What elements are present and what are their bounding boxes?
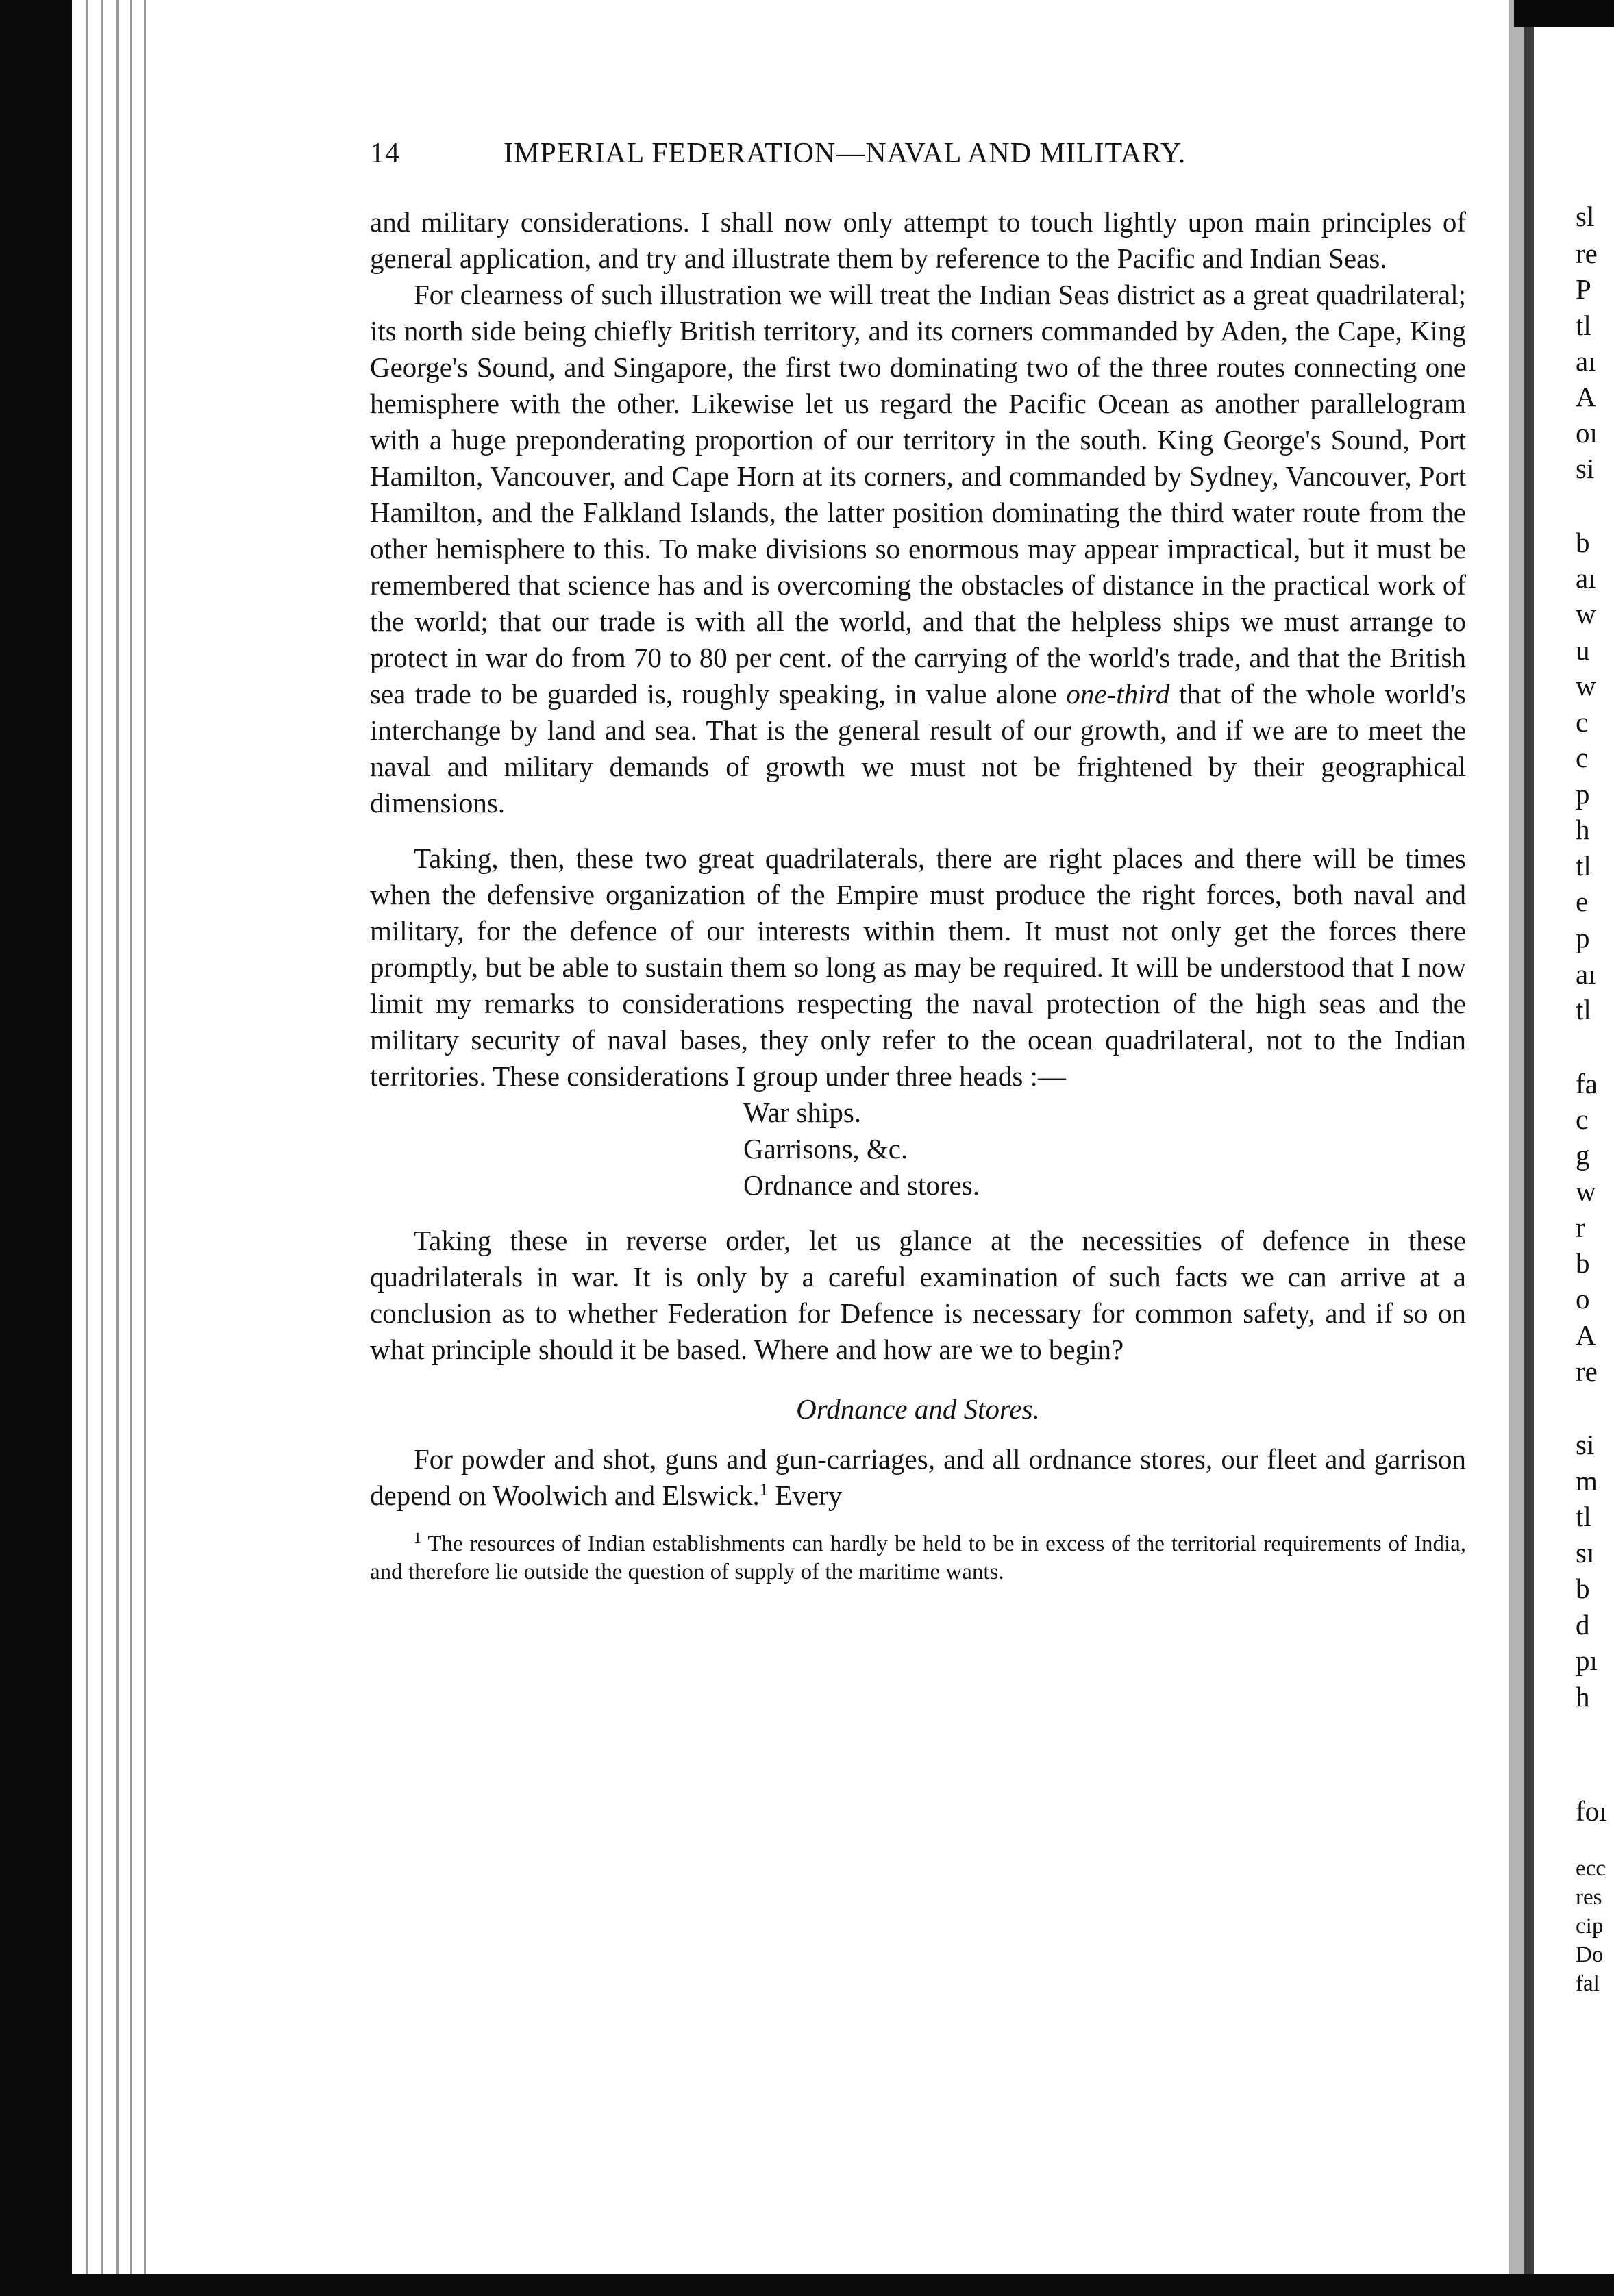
heads-list [743,1095,1466,1203]
paragraph-text: For powder and shot, guns and gun-carriages, and all ordnance stores, our fleet and garrison depend on Woolwich and Elswick. [370,1443,1466,1511]
footnote [370,1530,1466,1586]
facing-fragment: pı [1576,1645,1598,1676]
emphasis-text: one-third [1066,678,1170,710]
facing-fragment: b [1576,1247,1590,1279]
facing-fragment: re [1576,1356,1598,1387]
scanner-edge-left [0,0,72,2296]
facing-fragment: res [1576,1885,1602,1910]
facing-fragment: cip [1576,1914,1604,1938]
facing-fragment: aı [1576,562,1596,594]
page-stack-edge [86,0,88,2296]
facing-fragment: b [1576,527,1590,558]
facing-fragment: sl [1576,201,1595,232]
page-stack-edge [144,0,146,2296]
book-page [370,137,1466,1586]
facing-fragment: w [1576,1175,1596,1207]
facing-fragment: re [1576,238,1598,269]
facing-fragment: d [1576,1609,1590,1640]
facing-fragment: si [1576,453,1595,484]
facing-fragment: m [1576,1465,1598,1497]
facing-fragment: aı [1576,345,1596,377]
facing-fragment: tl [1576,850,1591,882]
facing-fragment: si [1576,1429,1595,1460]
facing-fragment: h [1576,814,1590,845]
section-heading: Ordnance and Stores. [796,1393,1040,1425]
facing-fragment: tl [1576,994,1591,1025]
facing-fragment: P [1576,273,1591,305]
facing-fragment: c [1576,1103,1589,1135]
facing-fragment: c [1576,742,1589,773]
facing-page-fragments [1576,0,1614,2296]
facing-fragment: sı [1576,1537,1595,1569]
page-stack-edge [101,0,103,2296]
facing-fragment: b [1576,1573,1590,1604]
page-number: 14 [370,138,400,169]
facing-fragment: aı [1576,958,1596,990]
paragraph-quadrilaterals [370,277,1466,821]
paragraph-ordnance [370,1441,1466,1514]
paragraph-text-end: that of the whole world's interchange by land and sea. That is the general result of our growth, and if we are to meet the naval and military demands of growth we must not be frightened by their geographical dimensions. [370,678,1467,819]
facing-fragment: e [1576,886,1589,917]
facing-fragment: fa [1576,1068,1598,1099]
footnote-text: The resources of Indian establishments can hardly be held to be in excess of the territorial requirements of India, and therefore lie outside the question of supply of the maritime wants. [370,1532,1467,1584]
paragraph-text: For clearness of such illustration we will treat the Indian Seas district as a great quadrilateral; its north side being chiefly British territory, and its corners commanded by Aden, the Cape, King George's Sound, and Singapore, the first two dominating two of the three routes connecting one hemisphere with the other. Likewise let us regard the Pacific Ocean as another parallelogram with a huge preponderating proportion of our territory in the south. King George's Sound, Port Hamilton, Vancouver, and Cape Horn at its corners, and commanded by Sydney, Vancouver, Port Hamilton, and the Falkland Islands, the latter position dominating the third water route from the other hemisphere to this. To make divisions so enormous may appear impractical, but it must be remembered that science has and is overcoming the obstacles of distance in the practical work of the world; that our trade is with all the world, and that the helpless ships we must arrange to protect in war do from 70 to 80 per cent. of the carrying of the world's trade, and that the British sea trade to be guarded is, roughly speaking, in value alone [370,279,1466,710]
facing-fragment: tl [1576,310,1591,341]
facing-fragment: Do [1576,1943,1604,1967]
facing-fragment: p [1576,778,1590,810]
footnote-reference: 1 [759,1480,769,1499]
running-head [370,137,1466,174]
facing-fragment: w [1576,670,1596,701]
paragraph-reverse-order: Taking these in reverse order, let us glance at the necessities of defence in these quadrilaterals in war. It is only by a careful examination of such facts we can arrive at a conclusion as to whether Federation for Defence is necessary for common safety, and if so on what principle should it be based. Where and how are we to begin? [370,1225,1466,1365]
facing-fragment: c [1576,706,1589,738]
facing-fragment: w [1576,598,1596,629]
facing-fragment: foı [1576,1795,1607,1827]
page-stack-edge [130,0,132,2296]
list-item: Garrisons, &c. [743,1133,908,1164]
facing-fragment: ecc [1576,1856,1606,1881]
page-stack-edge [116,0,119,2296]
facing-fragment: u [1576,634,1590,666]
facing-fragment: g [1576,1139,1590,1171]
binding-gutter-shadow [1524,0,1534,2296]
facing-fragment: o [1576,1283,1590,1314]
facing-fragment: oı [1576,417,1598,449]
facing-fragment: h [1576,1681,1590,1712]
list-item: Ordnance and stores. [743,1169,980,1201]
running-title: IMPERIAL FEDERATION—NAVAL AND MILITARY. [504,138,1187,169]
facing-fragment: r [1576,1212,1585,1243]
footnote-marker: 1 [414,1529,421,1546]
facing-fragment: p [1576,922,1590,953]
list-item: War ships. [743,1097,862,1128]
facing-fragment: fal [1576,1971,1600,1996]
scanner-edge-bottom [0,2274,1614,2296]
facing-fragment: A [1576,381,1596,412]
facing-fragment: A [1576,1319,1596,1351]
paragraph-continuation: and military considerations. I shall now only attempt to touch lightly upon main principles of general application, and try and illustrate them by reference to the Pacific and Indian Seas. [370,206,1466,274]
facing-fragment: tl [1576,1501,1591,1532]
paragraph-right-places: Taking, then, these two great quadrilaterals, there are right places and there will be times when the defensive organization of the Empire must produce the right forces, both naval and military, for the defence of our interests within them. It must not only get the forces there promptly, but be able to sustain them so long as may be required. It will be understood that I now limit my remarks to considerations respecting the naval protection of the high seas and the military security of naval bases, they only refer to the ocean quadrilateral, not to the Indian territories. These considerations I group under three heads :— [370,843,1466,1092]
paragraph-text-end: Every [775,1480,843,1511]
